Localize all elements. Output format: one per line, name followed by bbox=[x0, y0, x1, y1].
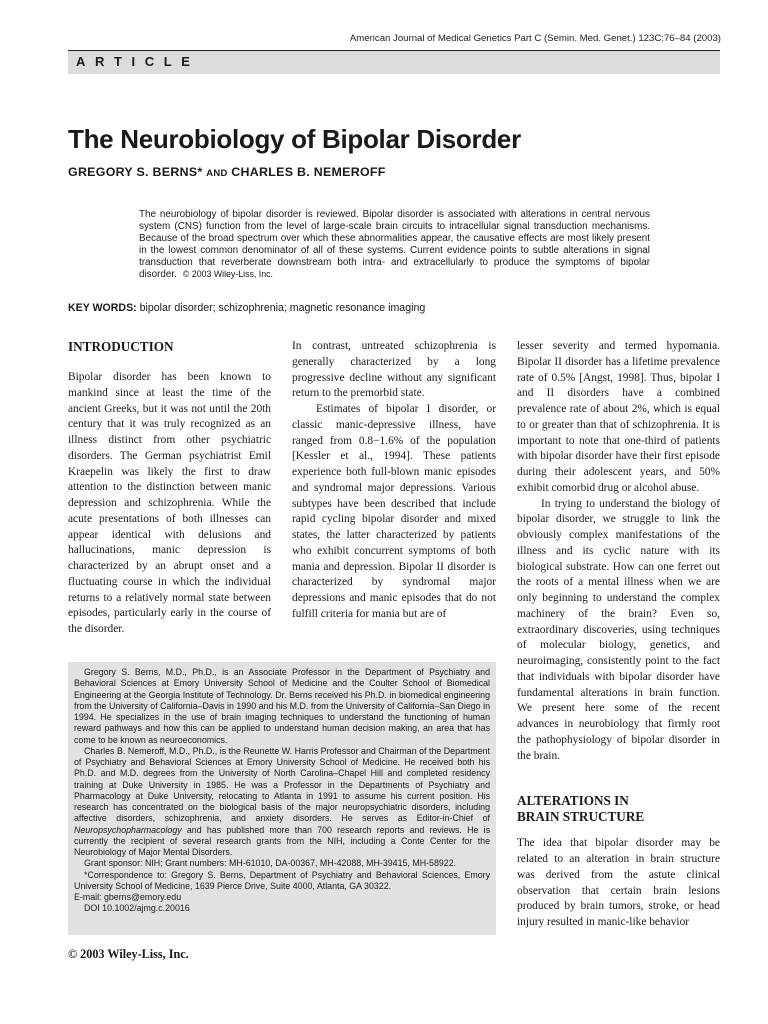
author-line bbox=[68, 165, 386, 179]
heading-brain-structure bbox=[517, 793, 720, 825]
doi: DOI 10.1002/ajmg.c.20016 bbox=[84, 903, 190, 914]
keywords bbox=[68, 302, 425, 314]
paragraph: Bipolar disorder has been known to mankind since at least the time of the ancient Greeks, but it was not until the 20th century that it was truly recognized as an illness distinct from other psychiatric disorders. The German psychiatrist Emil Kraepelin was likely the first to draw attention to the distinction between manic depression and schizophrenia. While the acute presentations of both illnesses can appear identical with delusions and hallucinations, manic depression is characterized by an abrupt onset and a fluctuating course in which the individual returns to a relatively normal state between episodes, particularly early in the course of the disorder. bbox=[68, 371, 271, 635]
paragraph: Estimates of bipolar I disorder, or classic manic-depressive illness, have ranged from 0.8−1.6% of the population [Kessler et al., 1994]. These patients experience both full-blown manic episodes and syndromal major depressions. Various subtypes have been described that include rapid cycling bipolar disorder and mixed states, the latter characterized by patients who exhibit concurrent symptoms of both mania and depression. Bipolar II disorder is characterized by syndromal major depressions and manic episodes that do not fulfill criteria for mania but are of bbox=[292, 403, 496, 620]
author-conjunction: AND bbox=[206, 167, 228, 178]
abstract-copyright: © 2003 Wiley-Liss, Inc. bbox=[182, 268, 273, 279]
page-copyright: © 2003 Wiley-Liss, Inc. bbox=[68, 947, 189, 961]
email: E-mail: gberns@emory.edu bbox=[74, 892, 182, 902]
article-label: ARTICLE bbox=[76, 54, 200, 69]
journal-header: American Journal of Medical Genetics Part C (Semin. Med. Genet.) 123C:76–84 (2003) bbox=[349, 33, 721, 44]
journal-name: Neuropsychopharmacology bbox=[74, 824, 182, 835]
abstract-text: The neurobiology of bipolar disorder is reviewed. Bipolar disorder is associated with alterations in central nervous system (CNS) function from the level of large-scale brain circuits to intracellular signal transduction mechanisms. Because of the broad spectrum over which these abnormalities appear, the causative effects are most likely present in the lowest common denominator of all of these systems. Current evidence points to subtle alterations in signal transduction that reverberate downstream both intra- and extracellularly to produce the symptoms of bipolar disorder. bbox=[139, 209, 650, 280]
column-right bbox=[517, 339, 720, 931]
paragraph: lesser severity and termed hypomania. Bipolar II disorder has a lifetime prevalence rate of 0.5% [Angst, 1998]. Thus, bipolar I and II disorders have a combined prevalence rate of about 2%, which is equal to or greater than that of schizophrenia. It is important to note that one-third of patients with bipolar disorder have their first episode during their adolescent years, and 50% exhibit comorbid drug or alcohol abuse. bbox=[517, 340, 720, 494]
column-left bbox=[68, 339, 271, 638]
bio-nemeroff: Charles B. Nemeroff, M.D., Ph.D., is the Reunette W. Harris Professor and Chairman of the Department of Psychiatry and Behavioral Sciences at Emory University School of Medicine. He received both his Ph.D. and M.D. degrees from the University of North Carolina–Chapel Hill and completed residency training at Duke University in 1985. He was a Professor in the Departments of Psychiatry and Pharmacology at Duke University, relocating to Atlanta in 1991 to assume his current position. His research has concentrated on the biological basis of the major neuropsychiatric disorders, including affective disorders, schizophrenia, and anxiety disorders. He serves as Editor-in-Chief of Neuropsychopharmacology and has published more than 700 research reports and reviews. He is currently the recipient of several research grants from the NIH, including a Conte Center for the Neurobiology of Major Mental Disorders. bbox=[74, 745, 490, 857]
grant-info: Grant sponsor: NIH; Grant numbers: MH-61010, DA-00367, MH-42088, MH-39415, MH-58922. bbox=[84, 858, 457, 869]
paragraph: The idea that bipolar disorder may be related to an alteration in brain structure was derived from the astute clinical observation that certain brain lesions produced by brain tumors, stroke, or head injury resulted in manic-like behavior bbox=[517, 837, 720, 928]
heading-line: ALTERATIONS IN bbox=[517, 793, 629, 809]
bio-berns: Gregory S. Berns, M.D., Ph.D., is an Associate Professor in the Department of Psychiatry and Behavioral Sciences at Emory University School of Medicine and the Coulter School of Biomedical Engineering at the Georgia Institute of Technology. Dr. Berns received his Ph.D. in biomedical engineering from the University of California–Davis in 1990 and his M.D. from the University of California–San Diego in 1994. He specializes in the use of brain imaging techniques to understand the functioning of human reward pathways and how this can be applied to understand human decision making, an area that has come to be known as neuroeconomics. bbox=[74, 667, 490, 745]
article-section-bar bbox=[68, 50, 720, 74]
author-nemeroff: CHARLES B. NEMEROFF bbox=[231, 165, 386, 179]
heading-line: BRAIN STRUCTURE bbox=[517, 809, 645, 825]
heading-introduction: INTRODUCTION bbox=[68, 339, 174, 354]
keywords-text: bipolar disorder; schizophrenia; magnetic resonance imaging bbox=[139, 302, 426, 314]
keywords-label: KEY WORDS: bbox=[68, 302, 137, 314]
paragraph: In trying to understand the biology of bipolar disorder, we struggle to link the obviously complex manifestations of the illness and its cyclic nature with its biological substrate. How can one ferret out the roots of a mental illness when we are only beginning to understand the complex machinery of the brain? Even so, extraordinary discoveries, using techniques of molecular biology, genetics, and neuroimaging, consistently point to the fact that individuals with bipolar disorder have fundamental alterations in brain function. We present here some of the recent advances in neurobiology that firmly root the pathophysiology of bipolar disorder in the brain. bbox=[517, 497, 720, 762]
author-footnote-box bbox=[68, 662, 496, 935]
article-title: The Neurobiology of Bipolar Disorder bbox=[68, 124, 521, 154]
paragraph: In contrast, untreated schizophrenia is generally characterized by a long progressive decline without any significant return to the premorbid state. bbox=[292, 340, 496, 400]
column-middle bbox=[292, 339, 496, 623]
correspondence: *Correspondence to: Gregory S. Berns, Department of Psychiatry and Behavioral Sciences, Emory University School of Medicine, 1639 Pierce Drive, Suite 4000, Atlanta, GA 30322. bbox=[74, 869, 490, 891]
author-berns: GREGORY S. BERNS* bbox=[68, 165, 203, 179]
abstract bbox=[139, 209, 650, 280]
